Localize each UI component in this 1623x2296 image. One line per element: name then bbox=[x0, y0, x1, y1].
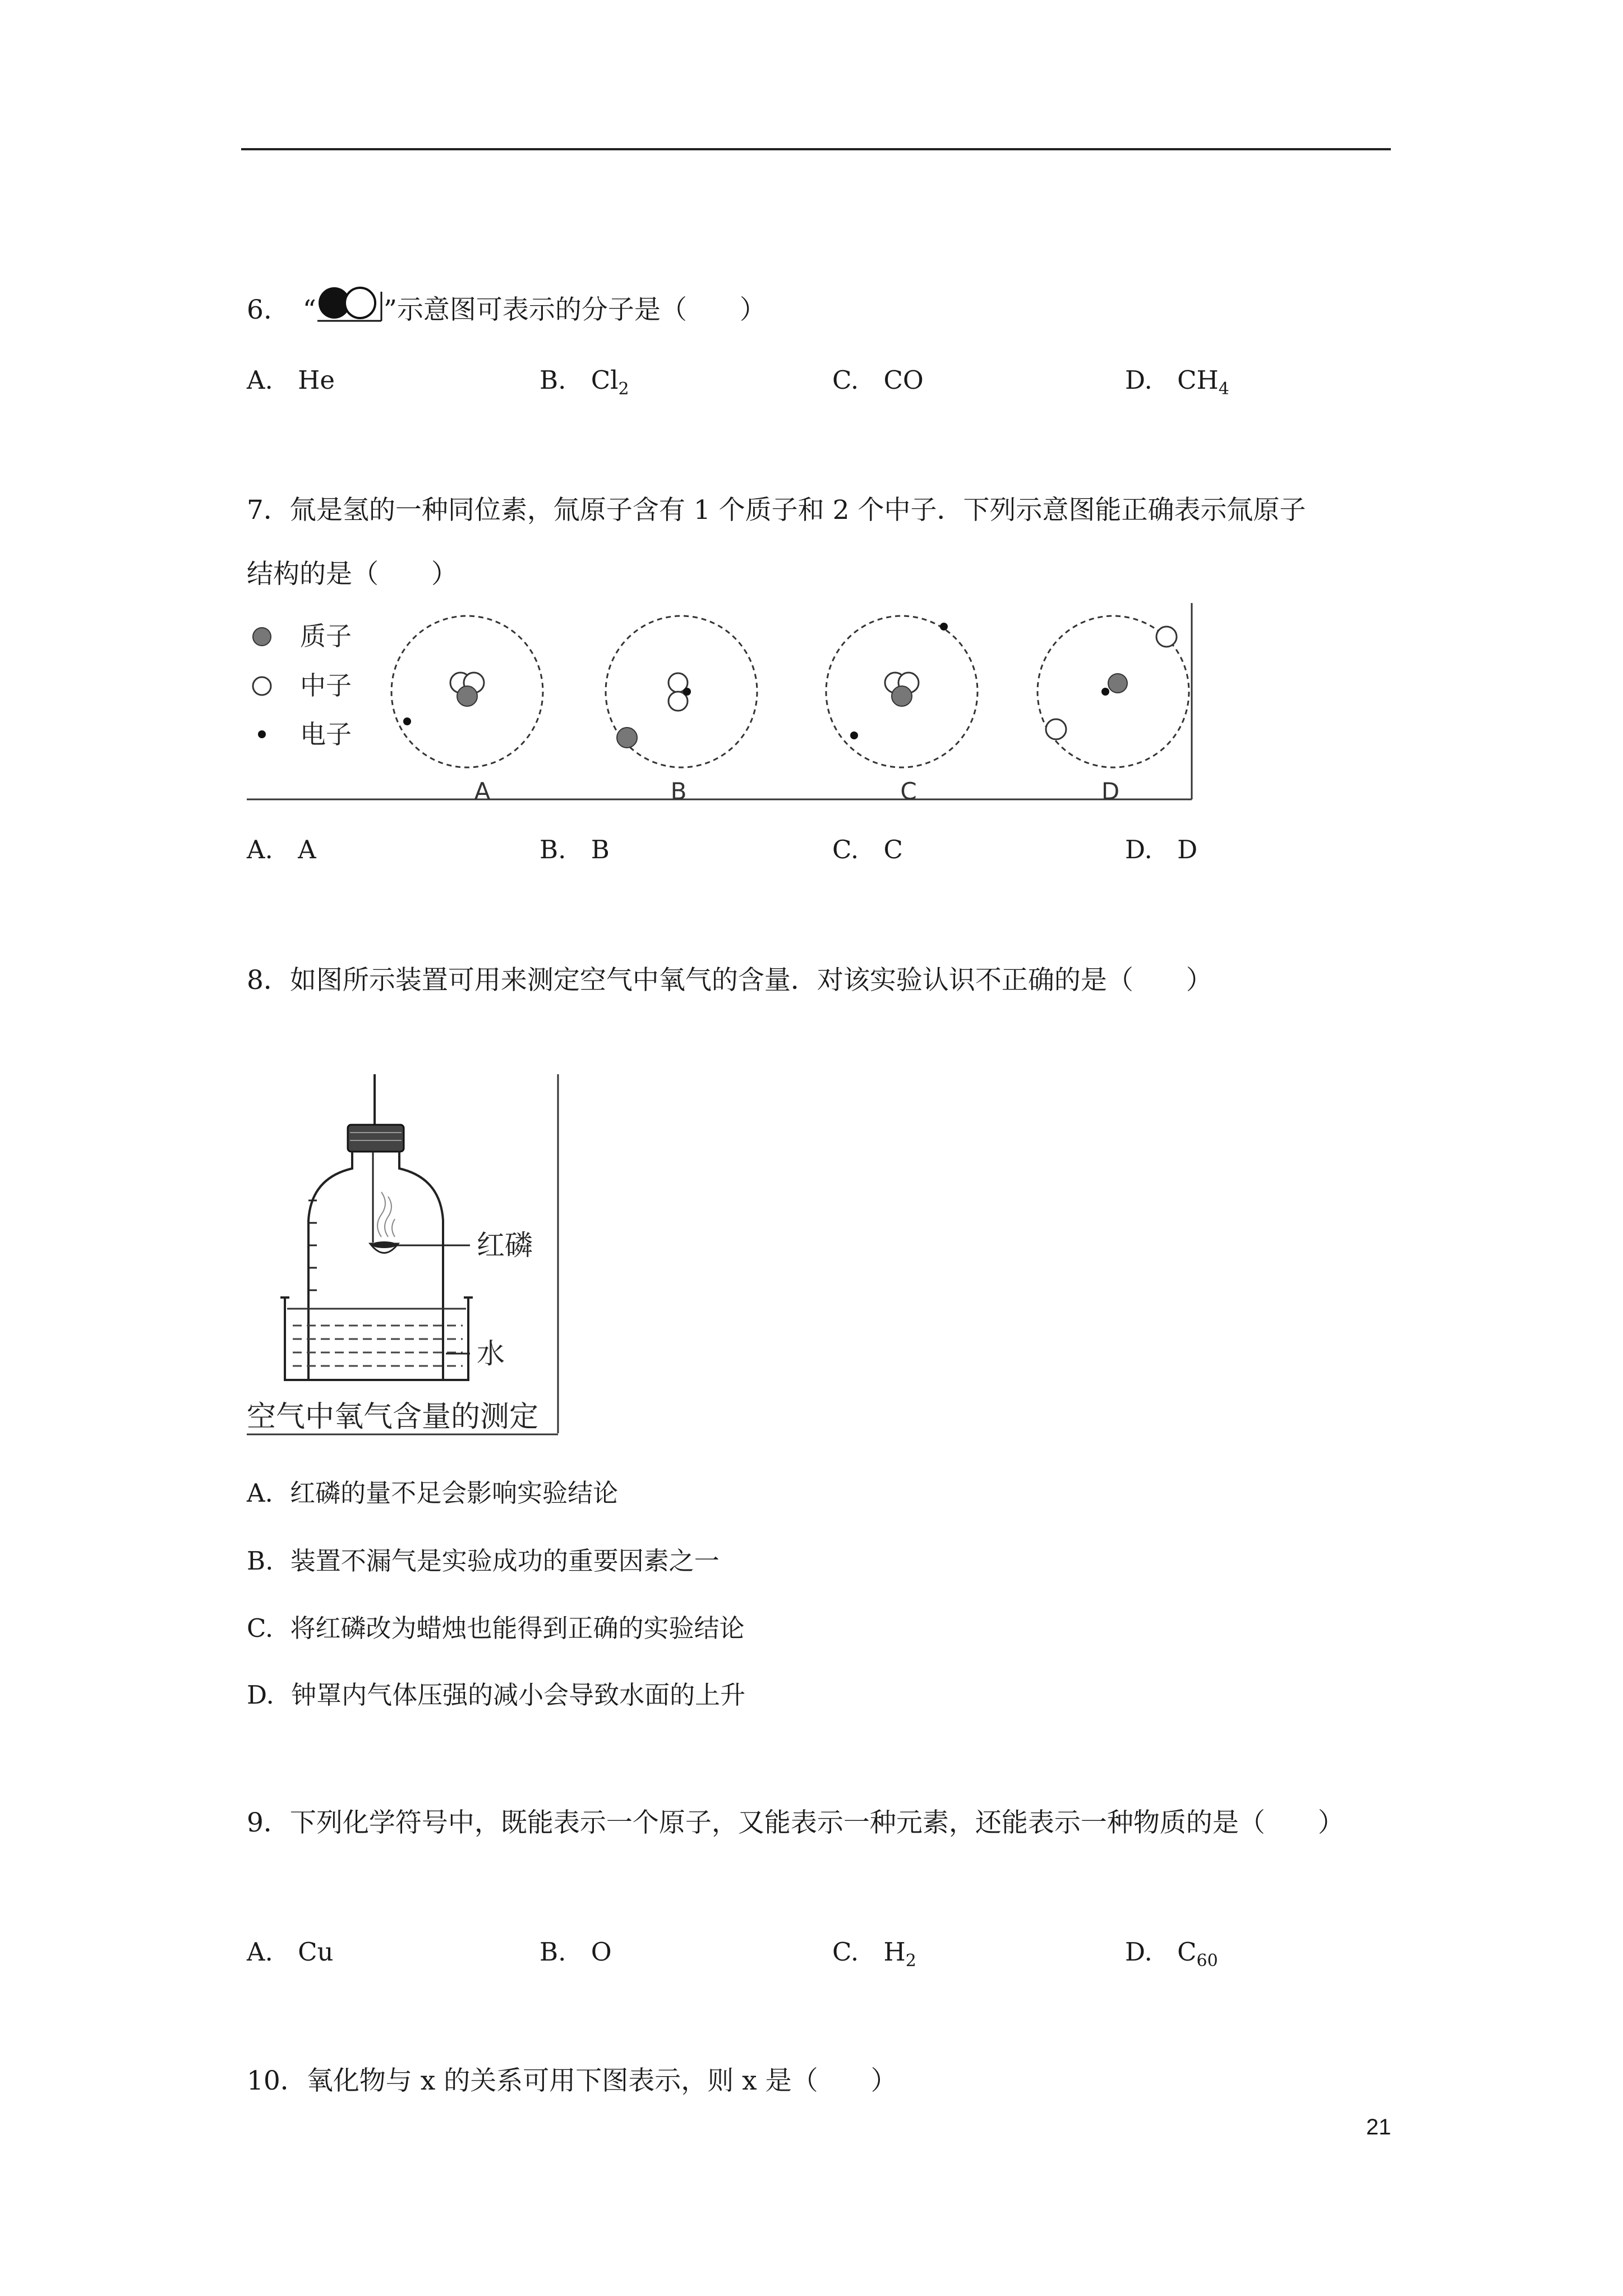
option-text: Cl bbox=[591, 365, 619, 395]
option-label: A. bbox=[247, 1478, 273, 1508]
q6-option-d bbox=[1125, 364, 1229, 406]
red-phosphorus-icon bbox=[370, 1241, 398, 1253]
label-red-phosphorus: 红磷 bbox=[477, 1229, 533, 1262]
question-8: 8．如图所示装置可用来测定空气中氧气的含量．对该实验认识不正确的是（ ） bbox=[247, 965, 1212, 996]
option-text: C bbox=[883, 835, 903, 864]
atom-diagram-b bbox=[606, 616, 757, 767]
q6-option-c bbox=[832, 364, 924, 397]
question-6 bbox=[247, 286, 766, 327]
option-subscript: 4 bbox=[1218, 379, 1229, 399]
option-text: He bbox=[298, 365, 335, 395]
option-subscript: 60 bbox=[1196, 1951, 1218, 1971]
option-text: 将红磷改为蜡烛也能得到正确的实验结论 bbox=[290, 1613, 745, 1643]
legend-electron-label: 电子 bbox=[300, 719, 352, 749]
diagram-label-b: B bbox=[670, 777, 687, 805]
atom-diagram-c bbox=[826, 616, 978, 767]
option-text: 钟罩内气体压强的减小会导致水面的上升 bbox=[291, 1680, 746, 1710]
option-label: B. bbox=[540, 835, 566, 864]
q8-option-a bbox=[247, 1476, 618, 1510]
page-number: 21 bbox=[1366, 2115, 1391, 2139]
q7-option-d bbox=[1125, 833, 1197, 867]
q9-option-a bbox=[247, 1935, 334, 1969]
atom-diagram-a bbox=[391, 616, 543, 767]
option-text: D bbox=[1177, 835, 1198, 864]
legend-neutron-label: 中子 bbox=[300, 670, 352, 701]
option-label: A. bbox=[247, 365, 273, 395]
q8-option-b bbox=[247, 1544, 720, 1578]
option-text: A bbox=[298, 835, 316, 864]
diagram-label-d: D bbox=[1101, 777, 1120, 805]
q6-option-a bbox=[247, 364, 335, 397]
q6-text: 示意图可表示的分子是（ ） bbox=[396, 295, 766, 325]
option-label: C. bbox=[832, 835, 859, 864]
diagram-label-a: A bbox=[474, 777, 491, 805]
option-text: CO bbox=[883, 365, 924, 395]
option-label: C. bbox=[832, 1937, 859, 1967]
q9-option-d bbox=[1125, 1935, 1218, 1978]
q7-option-b bbox=[540, 833, 610, 867]
figure-caption: 空气中氧气含量的测定 bbox=[247, 1400, 539, 1434]
option-label: D. bbox=[1125, 1937, 1152, 1967]
legend-neutron-icon bbox=[253, 677, 271, 695]
atom-diagram-d bbox=[1038, 616, 1189, 767]
smoke-icon bbox=[377, 1192, 395, 1237]
option-label: C. bbox=[247, 1613, 274, 1643]
option-label: C. bbox=[832, 365, 859, 395]
legend-electron-icon bbox=[258, 730, 266, 738]
q9-option-b bbox=[540, 1935, 612, 1969]
q7-option-c bbox=[832, 833, 903, 867]
option-subscript: 2 bbox=[905, 1951, 916, 1971]
molecule-icon bbox=[316, 286, 384, 320]
legend-proton-label: 质子 bbox=[300, 621, 352, 651]
option-text: Cu bbox=[298, 1937, 334, 1967]
q6-open-quote: “ bbox=[302, 295, 316, 325]
option-text: O bbox=[591, 1937, 612, 1967]
question-9: 9．下列化学符号中，既能表示一个原子，又能表示一种元素，还能表示一种物质的是（ ） bbox=[247, 1807, 1344, 1838]
atom-structure-figure bbox=[247, 603, 1195, 805]
option-label: A. bbox=[247, 1937, 273, 1967]
option-label: A. bbox=[247, 835, 273, 864]
option-label: B. bbox=[540, 1937, 566, 1967]
q6-option-b bbox=[540, 364, 629, 406]
option-label: D. bbox=[1125, 835, 1152, 864]
label-water: 水 bbox=[477, 1337, 505, 1370]
option-text: 红磷的量不足会影响实验结论 bbox=[290, 1478, 619, 1508]
stopper-icon bbox=[348, 1125, 404, 1152]
option-text: B bbox=[591, 835, 610, 864]
question-10: 10．氧化物与 x 的关系可用下图表示，则 x 是（ ） bbox=[247, 2065, 897, 2096]
option-subscript: 2 bbox=[618, 379, 629, 399]
oxygen-experiment-figure bbox=[247, 1074, 572, 1439]
option-text: C bbox=[1177, 1937, 1197, 1967]
option-label: B. bbox=[247, 1546, 274, 1576]
q8-option-c bbox=[247, 1612, 744, 1645]
q7-option-a bbox=[247, 833, 316, 867]
q7-line-1: 7．氚是氢的一种同位素，氚原子含有 1 个质子和 2 个中子．下列示意图能正确表示氚原子 bbox=[247, 495, 1306, 526]
option-label: D. bbox=[1125, 365, 1152, 395]
header-rule bbox=[241, 148, 1391, 150]
option-text: CH bbox=[1177, 365, 1219, 395]
q6-number: 6. bbox=[247, 295, 272, 325]
legend-proton-icon bbox=[253, 628, 271, 646]
bell-jar-icon bbox=[308, 1152, 443, 1380]
q9-option-c bbox=[832, 1935, 916, 1978]
diagram-label-c: C bbox=[900, 777, 917, 805]
q8-option-d bbox=[247, 1678, 745, 1712]
q7-line-2: 结构的是（ ） bbox=[247, 559, 458, 590]
option-text: 装置不漏气是实验成功的重要因素之一 bbox=[290, 1546, 720, 1576]
q6-close-quote: ” bbox=[383, 295, 397, 325]
option-label: D. bbox=[247, 1680, 274, 1710]
option-text: H bbox=[883, 1937, 906, 1967]
option-label: B. bbox=[540, 365, 566, 395]
